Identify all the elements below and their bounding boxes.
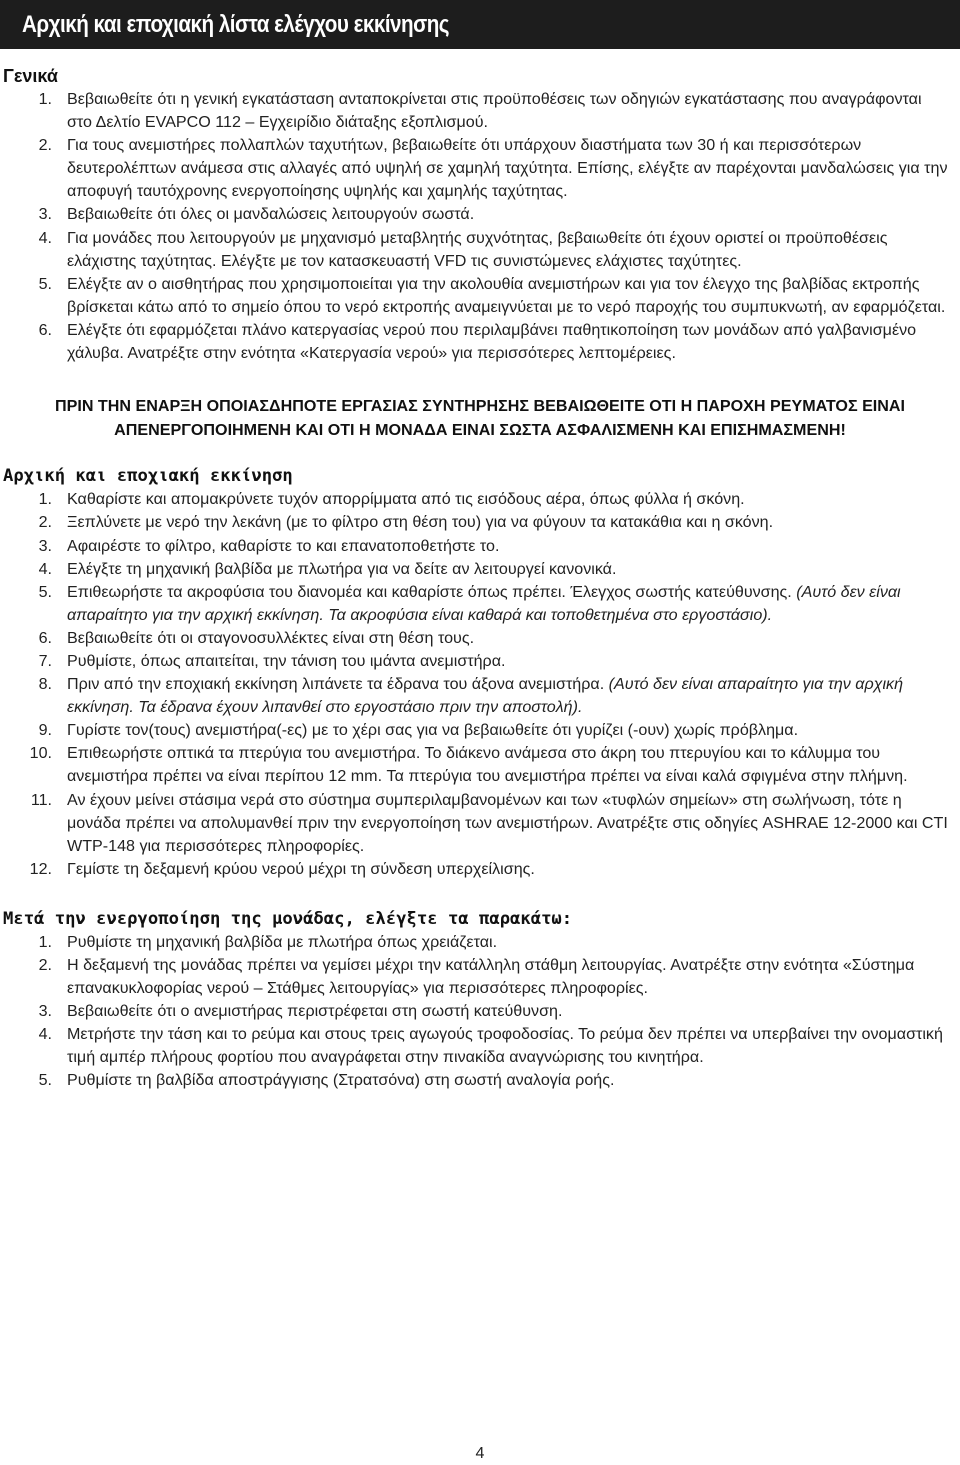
page-number: 4 xyxy=(475,1445,485,1462)
item-note-italic: (Αυτό δεν είναι απαραίτητο για την αρχική εκκίνηση. Τα έδρανα έχουν λιπανθεί στο εργοστάσιο πριν την αποστολή). xyxy=(67,675,904,717)
item-text: Βεβαιωθείτε ότι ο ανεμιστήρας περιστρέφεται στη σωστή κατεύθυνση. xyxy=(67,1002,563,1021)
list-item xyxy=(0,954,960,1000)
list-item xyxy=(0,88,960,134)
item-text: Ελέγξτε ότι εφαρμόζεται πλάνο κατεργασίας νερού που περιλαμβάνει παθητικοποίηση των μονάδων από γαλβανισμένο χάλυβα. Ανατρέξτε στην ενότητα «Κατεργασία νερού» για περισσότερες λεπτομέρειες. xyxy=(67,320,917,363)
list-item xyxy=(0,789,960,858)
item-text: Βεβαιωθείτε ότι οι σταγονοσυλλέκτες είναι στη θέση τους. xyxy=(67,628,475,647)
item-number: 11. xyxy=(30,790,52,809)
list-item xyxy=(0,319,960,365)
item-text: Αν έχουν μείνει στάσιμα νερά στο σύστημα συμπεριλαμβανομένων και των «τυφλών σημείων» στη σωλήνωση, τότε η μονάδα πρέπει να απολυμανθεί πριν την ενεργοποίηση των ανεμιστήρων. Ανατρέξτε στις οδηγίες ASHRAE 12-2000 και CTI WTP-148 για περισσότερες πληροφορίες. xyxy=(67,790,948,855)
list-item xyxy=(0,719,960,742)
item-text: Γυρίστε τον(τους) ανεμιστήρα(-ες) με το χέρι σας για να βεβαιωθείτε ότι γυρίζει (-ουν) χωρίς πρόβλημα. xyxy=(67,721,799,740)
section-title-after-activation: Μετά την ενεργοποίηση της μονάδας, ελέγξτε τα παρακάτω: xyxy=(3,908,573,929)
general-list xyxy=(0,88,960,365)
list-item xyxy=(0,511,960,534)
item-number: 7. xyxy=(38,651,52,670)
item-text: Ρυθμίστε τη μηχανική βαλβίδα με πλωτήρα όπως χρειάζεται. xyxy=(67,932,498,951)
list-item xyxy=(0,858,960,881)
item-text: Καθαρίστε και απομακρύνετε τυχόν απορρίμματα από τις εισόδους αέρα, όπως φύλλα ή σκόνη. xyxy=(67,490,745,509)
item-number: 3. xyxy=(38,205,52,224)
item-number: 4. xyxy=(38,559,52,578)
list-item xyxy=(0,134,960,203)
item-number: 5. xyxy=(38,582,52,601)
list-item xyxy=(0,742,960,788)
item-text: Ρυθμίστε, όπως απαιτείται, την τάνιση του ιμάντα ανεμιστήρα. xyxy=(67,651,506,670)
list-item xyxy=(0,203,960,226)
item-text: Επιθεωρήστε τα ακροφύσια του διανομέα και καθαρίστε όπως πρέπει. Έλεγχος σωστής κατεύθυνσης. xyxy=(67,582,797,601)
item-text: Για μονάδες που λειτουργούν με μηχανισμό μεταβλητής συχνότητας, βεβαιωθείτε ότι έχουν οριστεί οι προϋποθέσεις ελάχιστης ταχύτητας. Ελέγξτε με τον κατασκευαστή VFD τις συνιστώμενες ελάχιστες ταχύτητες. xyxy=(67,228,888,270)
item-text: Για τους ανεμιστήρες πολλαπλών ταχυτήτων, βεβαιωθείτε ότι υπάρχουν διαστήματα των 30 ή και περισσότερων δευτερολέπτων ανάμεσα στις αλλαγές από υψηλή σε χαμηλή ταχύτητα. Επίσης, ελέγξτε αν παρέχονται μανδαλώσεις για την αποφυγή ταυτόχρονης ενεργοποίησης υψηλής και χαμηλής ταχύτητας. xyxy=(67,136,948,201)
item-text: Βεβαιωθείτε ότι η γενική εγκατάσταση ανταποκρίνεται στις προϋποθέσεις των οδηγιών εγκατάστασης που αναγράφονται στο Δελτίο EVAPCO 112 – Εγχειρίδιο διάταξης εξοπλισμού. xyxy=(67,90,922,132)
warning-notice: ΠΡΙΝ ΤΗΝ ΕΝΑΡΞΗ ΟΠΟΙΑΣΔΗΠΟΤΕ ΕΡΓΑΣΙΑΣ ΣΥΝΤΗΡΗΣΗΣ ΒΕΒΑΙΩΘΕΙΤΕ ΟΤΙ Η ΠΑΡΟΧΗ ΡΕΥΜΑΤΟΣ ΕΙΝΑΙ ΑΠΕΝΕΡΓΟΠΟΙΗΜΕΝΗ ΚΑΙ ΟΤΙ Η ΜΟΝΑΔΑ ΕΙΝΑΙ ΣΩΣΤΑ ΑΣΦΑΛΙΣΜΕΝΗ ΚΑΙ ΕΠΙΣΗΜΑΣΜΕΝΗ! xyxy=(55,397,905,439)
item-number: 8. xyxy=(38,675,52,694)
item-number: 2. xyxy=(38,956,52,974)
startup-list xyxy=(0,488,960,881)
list-item xyxy=(0,558,960,581)
item-text: Γεμίστε τη δεξαμενή κρύου νερού μέχρι τη σύνδεση υπερχείλισης. xyxy=(67,859,535,878)
item-number: 5. xyxy=(38,274,52,293)
list-item xyxy=(0,931,960,954)
item-text: Η δεξαμενή της μονάδας πρέπει να γεμίσει μέχρι την κατάλληλη στάθμη λειτουργίας. Ανατρέξτε στην ενότητα «Σύστημα επανακυκλοφορίας νερού – Στάθμες λειτουργίας» για περισσότερες πληροφορίες. xyxy=(67,956,915,998)
list-item xyxy=(0,673,960,719)
page-title: Αρχική και εποχιακή λίστα ελέγχου εκκίνησης xyxy=(22,11,450,38)
item-number: 6. xyxy=(38,320,52,339)
item-note-italic: (Αυτό δεν είναι απαραίτητο για την αρχική εκκίνηση. Τα ακροφύσια είναι καθαρά και τοποθετημένα στο εργοστάσιο). xyxy=(67,582,901,624)
header-bar xyxy=(0,0,960,49)
list-item xyxy=(0,581,960,627)
section-title-startup: Αρχική και εποχιακή εκκίνηση xyxy=(3,466,293,487)
list-item xyxy=(0,1069,960,1092)
item-number: 10. xyxy=(29,744,52,763)
item-number: 1. xyxy=(38,932,52,951)
item-number: 3. xyxy=(38,536,52,555)
item-number: 6. xyxy=(38,628,52,647)
item-text: Ελέγξτε τη μηχανική βαλβίδα με πλωτήρα για να δείτε αν λειτουργεί κανονικά. xyxy=(67,559,617,578)
item-text: Ελέγξτε αν ο αισθητήρας που χρησιμοποιείται για την ακολουθία ανεμιστήρων και για τον έλεγχο της βαλβίδας εκτροπής βρίσκεται κάτω από το σημείο όπου το νερό εκτροπής αναμειγνύεται με το νερό παροχής του συμπυκνωτή, αν εφαρμόζεται. xyxy=(67,274,946,316)
item-number: 2. xyxy=(38,136,52,155)
section-title-general: Γενικά xyxy=(3,66,58,86)
item-number: 5. xyxy=(38,1071,52,1090)
item-text: Ξεπλύνετε με νερό την λεκάνη (με το φίλτρο στη θέση του) για να φύγουν τα κατακάθια και η σκόνη. xyxy=(67,513,774,532)
list-item xyxy=(0,273,960,319)
item-text: Επιθεωρήστε οπτικά τα πτερύγια του ανεμιστήρα. Το διάκενο ανάμεσα στο άκρη του πτερυγίου και το κάλυμμα του ανεμιστήρα πρέπει να είναι περίπου 12 mm. Τα πτερύγια του ανεμιστήρα πρέπει να είναι καλά σφιγμένα στην πλήμνη. xyxy=(67,744,908,786)
item-text: Ρυθμίστε τη βαλβίδα αποστράγγισης (Στρατσόνα) στη σωστή αναλογία ροής. xyxy=(67,1071,615,1090)
after-activation-list xyxy=(0,931,960,1093)
list-item xyxy=(0,1023,960,1069)
item-number: 9. xyxy=(38,721,52,740)
list-item xyxy=(0,627,960,650)
list-item xyxy=(0,1000,960,1023)
item-number: 4. xyxy=(38,1025,52,1044)
list-item xyxy=(0,488,960,511)
item-number: 3. xyxy=(38,1002,52,1021)
list-item xyxy=(0,227,960,273)
item-number: 2. xyxy=(38,513,52,532)
item-text: Μετρήστε την τάση και το ρεύμα και στους τρεις αγωγούς τροφοδοσίας. Το ρεύμα δεν πρέπει να υπερβαίνει την ονομαστική τιμή αμπέρ πλήρους φορτίου που αναγράφεται στην πινακίδα αναγνώρισης του κινητήρα. xyxy=(67,1025,943,1067)
item-text: Βεβαιωθείτε ότι όλες οι μανδαλώσεις λειτουργούν σωστά. xyxy=(67,205,475,224)
document-body xyxy=(0,64,960,1093)
list-item xyxy=(0,650,960,673)
item-number: 12. xyxy=(29,859,52,878)
item-text: Αφαιρέστε το φίλτρο, καθαρίστε το και επανατοποθετήστε το. xyxy=(67,536,500,555)
item-number: 4. xyxy=(38,228,52,247)
item-number: 1. xyxy=(38,490,52,509)
list-item xyxy=(0,535,960,558)
item-text: Πριν από την εποχιακή εκκίνηση λιπάνετε τα έδρανα του άξονα ανεμιστήρα. xyxy=(67,675,609,694)
item-number: 1. xyxy=(38,90,52,108)
